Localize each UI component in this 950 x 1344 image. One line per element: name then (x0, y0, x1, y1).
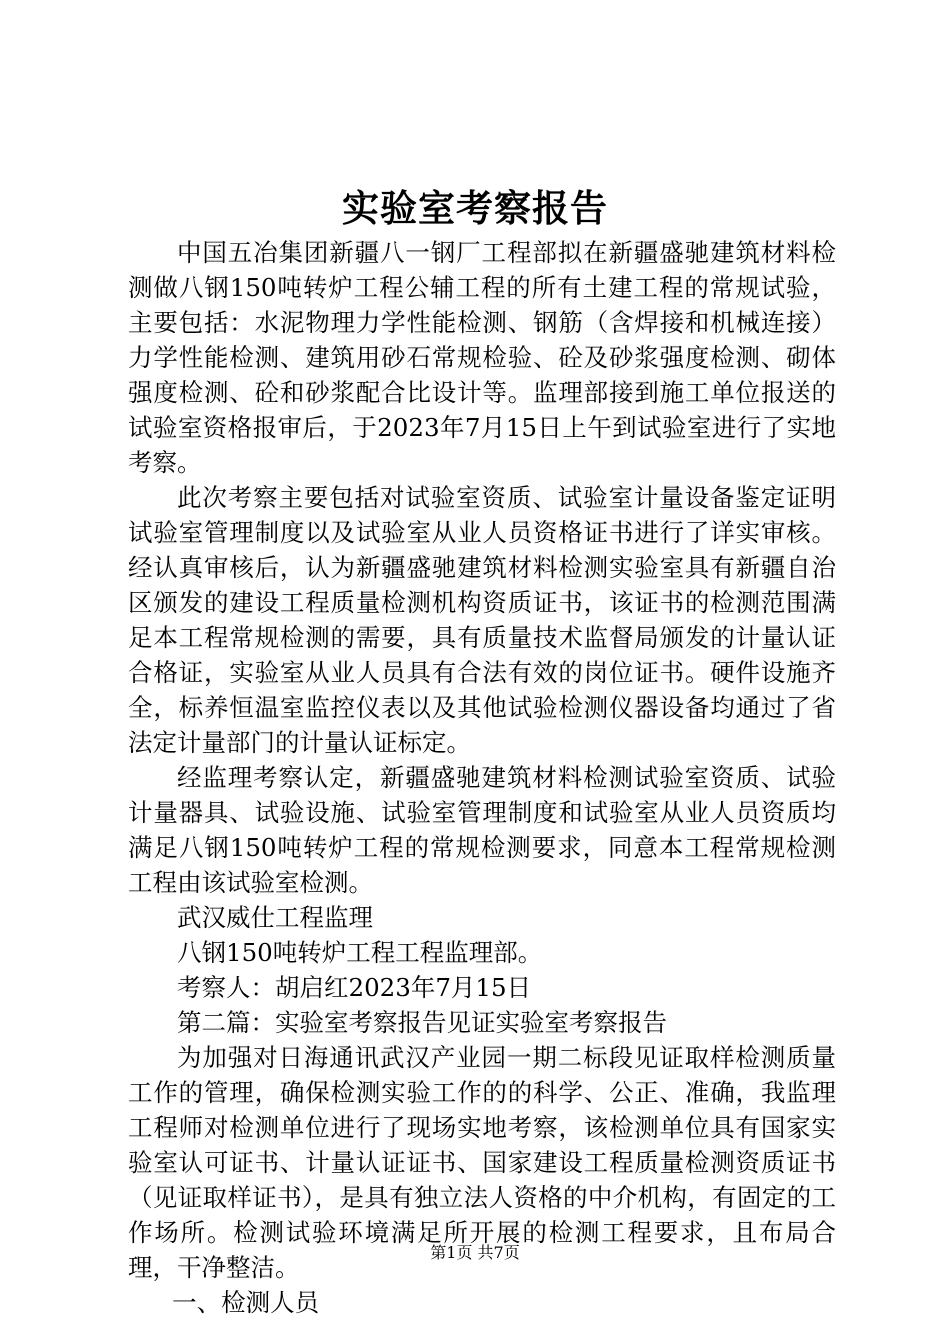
paragraph-inspection-scope: 此次考察主要包括对试验室资质、试验室计量设备鉴定证明试验室管理制度以及试验室从业人员资格证书进行了详实审核。经认真审核后，认为新疆盛驰建筑材料检测实验室具有新疆自治区颁发的建设工程质量检测机构资质证书，该证书的检测范围满足本工程常规检测的需要，具有质量技术监督局颁发的计量认证合格证，实验室从业人员具有合法有效的岗位证书。硬件设施齐全，标养恒温室监控仪表以及其他试验检测仪器设备均通过了省法定计量部门的计量认证标定。 (128, 483, 836, 757)
paragraph-part-two-intro: 为加强对日海通讯武汉产业园一期二标段见证取样检测质量工作的管理，确保检测实验工作的的科学、公正、准确，我监理工程师对检测单位进行了现场实地考察，该检测单位具有国家实验室认可证书、计量认证证书、国家建设工程质量检测资质证书（见证取样证书），是具有独立法人资格的中介机构，有固定的工作场所。检测试验环境满足所开展的检测工程要求，且布局合理，干净整洁。 (128, 1043, 836, 1282)
paragraph-intro: 中国五冶集团新疆八一钢厂工程部拟在新疆盛驰建筑材料检测做八钢150吨转炉工程公辅工程的所有土建工程的常规试验，主要包括：水泥物理力学性能检测、钢筋（含焊接和机械连接）力学性能检测、建筑用砂石常规检验、砼及砂浆强度检测、砌体强度检测、砼和砂浆配合比设计等。监理部接到施工单位报送的试验室资格报审后，于2023年7月15日上午到试验室进行了实地考察。 (128, 238, 836, 477)
signature-inspector-date: 考察人：胡启红2023年7月15日 (177, 973, 532, 1002)
subheading-testing-personnel: 一、检测人员 (172, 1288, 320, 1317)
page-footer: 第1页 共7页 (430, 1243, 520, 1262)
document-body (128, 235, 836, 1320)
signature-department: 八钢150吨转炉工程工程监理部。 (177, 938, 543, 967)
signature-company: 武汉威仕工程监理 (177, 903, 373, 932)
paragraph-conclusion: 经监理考察认定，新疆盛驰建筑材料检测试验室资质、试验计量器具、试验设施、试验室管理制度和试验室从业人员资质均满足八钢150吨转炉工程的常规检测要求，同意本工程常规检测工程由该试验室检测。 (128, 763, 836, 897)
document-title: 实验室考察报告 (342, 186, 608, 230)
section-heading-part-two: 第二篇：实验室考察报告见证实验室考察报告 (177, 1008, 667, 1037)
